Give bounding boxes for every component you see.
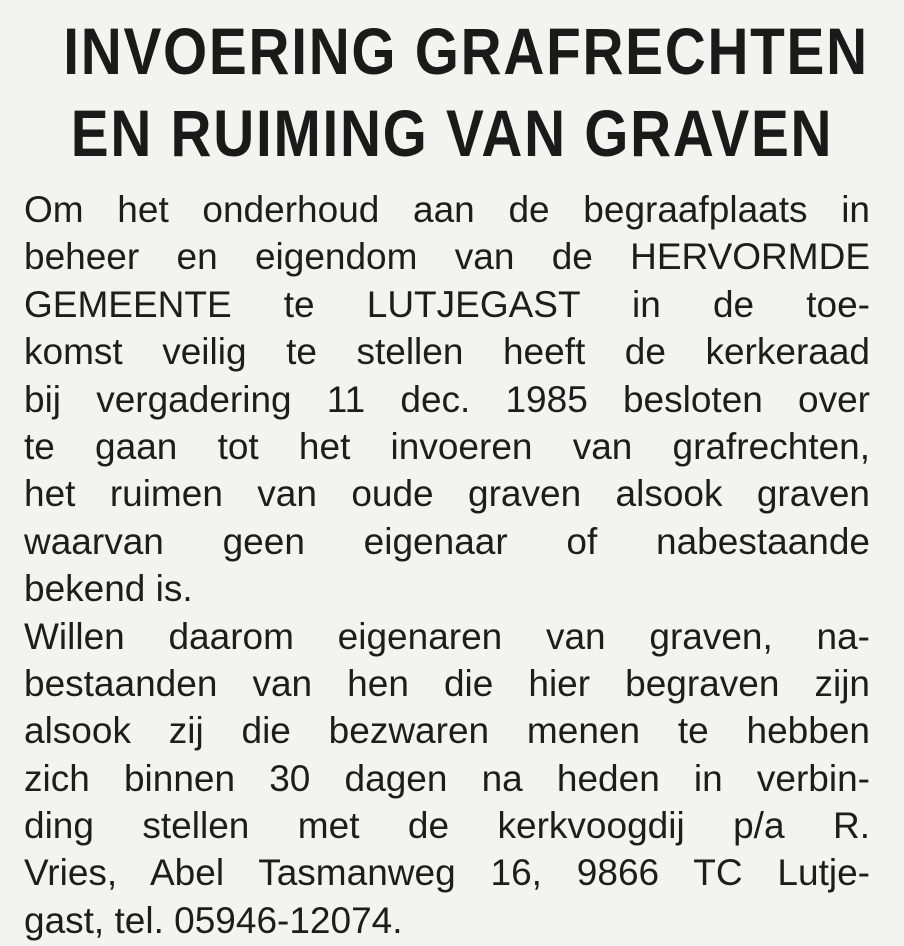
text-line: beheer en eigendom van de HERVORMDE [24, 236, 870, 278]
text-line: waarvan geen eigenaar of nabestaande [24, 520, 870, 562]
text-line: ding stellen met de kerkvoogdij p/a R. [24, 805, 870, 847]
article-body [24, 186, 870, 944]
text-line: het ruimen van oude graven alsook graven [24, 473, 870, 515]
text-line: komst veilig te stellen heeft de kerkeraad [24, 331, 870, 373]
text-line: Om het onderhoud aan de begraafplaats in [24, 189, 870, 230]
text-line: bekend is. [24, 568, 193, 610]
headline-line: EN RUIMING VAN GRAVEN [70, 96, 834, 170]
text-line: Vries, Abel Tasmanweg 16, 9866 TC Lutje- [24, 852, 870, 894]
text-line: Willen daarom eigenaren van graven, na- [24, 615, 870, 657]
paragraph-2 [24, 613, 870, 945]
text-line: gast, tel. 05946-12074. [24, 899, 403, 941]
text-line: GEMEENTE te LUTJEGAST in de toe- [24, 283, 870, 325]
text-line: bestaanden van hen die hier begraven zijn [24, 662, 870, 704]
paragraph-1 [24, 186, 870, 613]
headline-line: INVOERING GRAFRECHTEN [63, 14, 869, 88]
text-line: te gaan tot het invoeren van grafrechten, [24, 425, 870, 467]
text-line: zich binnen 30 dagen na heden in verbin- [24, 757, 870, 799]
headline [63, 10, 869, 174]
text-line: alsook zij die bezwaren menen te hebben [24, 710, 870, 752]
text-line: bij vergadering 11 dec. 1985 besloten over [24, 378, 870, 420]
